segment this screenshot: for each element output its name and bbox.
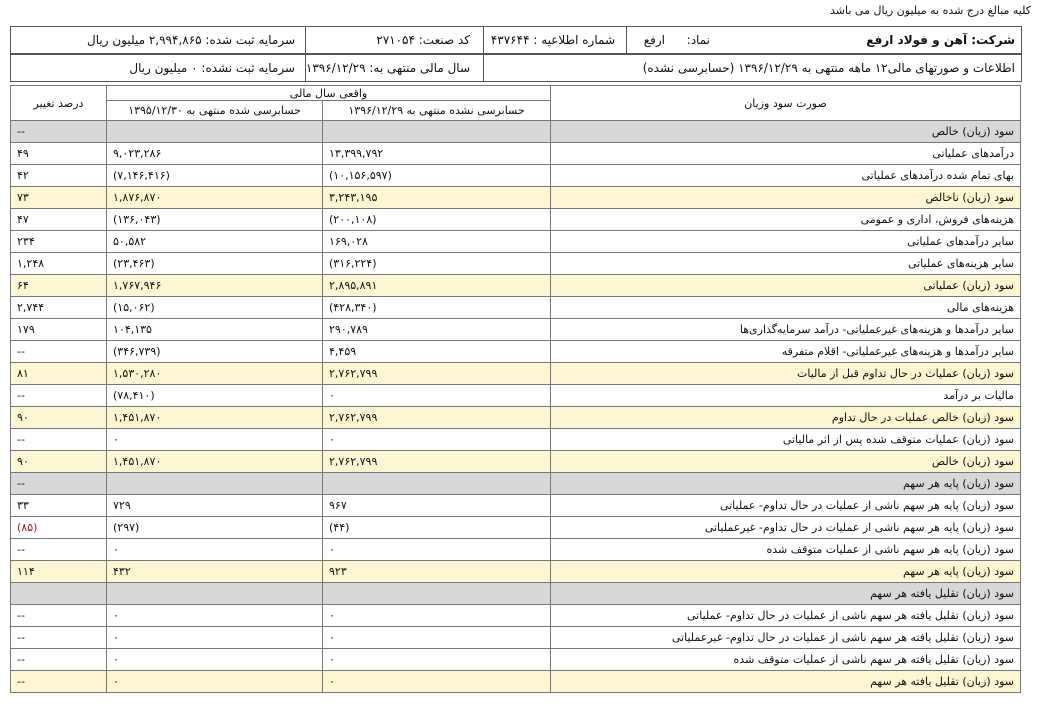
- header-row-2: [10, 54, 1022, 82]
- row-label: سود (زیان) تقلیل یافته هر سهم ناشی از عملیات در حال تداوم- عملیاتی: [551, 605, 1021, 627]
- table-row: [11, 209, 1021, 231]
- row-prior-value: ۵۰,۵۸۲: [107, 231, 323, 253]
- row-change-percent: (۸۵): [11, 517, 107, 539]
- row-current-value: ۰: [323, 605, 551, 627]
- col-change: درصد تغییر: [11, 86, 107, 121]
- symbol-label: نماد:: [686, 33, 710, 47]
- table-row: [11, 561, 1021, 583]
- row-label: سایر هزینه‌های عملیاتی: [551, 253, 1021, 275]
- row-current-value: ۰: [323, 627, 551, 649]
- table-row: [11, 231, 1021, 253]
- row-change-percent: --: [11, 429, 107, 451]
- row-prior-value: [107, 121, 323, 143]
- row-label: سود (زیان) عملیات در حال تداوم قبل از مالیات: [551, 363, 1021, 385]
- row-current-value: ۰: [323, 539, 551, 561]
- row-current-value: (۳۱۶,۲۲۴): [323, 253, 551, 275]
- row-prior-value: ۰: [107, 539, 323, 561]
- row-prior-value: ۱,۴۵۱,۸۷۰: [107, 407, 323, 429]
- row-prior-value: (۳۴۶,۷۳۹): [107, 341, 323, 363]
- table-row: [11, 319, 1021, 341]
- table-row: [11, 407, 1021, 429]
- row-label: مالیات بر درآمد: [551, 385, 1021, 407]
- row-prior-value: ۷۲۹: [107, 495, 323, 517]
- row-prior-value: (۲۳,۴۶۳): [107, 253, 323, 275]
- table-row: [11, 517, 1021, 539]
- table-row: [11, 649, 1021, 671]
- row-current-value: ۲,۷۶۲,۷۹۹: [323, 363, 551, 385]
- row-change-percent: --: [11, 121, 107, 143]
- row-current-value: ۲۹۰,۷۸۹: [323, 319, 551, 341]
- table-row: [11, 253, 1021, 275]
- row-change-percent: ۹۰: [11, 407, 107, 429]
- row-current-value: ۰: [323, 671, 551, 693]
- row-current-value: (۲۰۰,۱۰۸): [323, 209, 551, 231]
- row-change-percent: --: [11, 605, 107, 627]
- row-label: سود (زیان) ناخالص: [551, 187, 1021, 209]
- row-change-percent: ۴۹: [11, 143, 107, 165]
- row-label: سود (زیان) پایه هر سهم ناشی از عملیات در حال تداوم- غیرعملیاتی: [551, 517, 1021, 539]
- row-prior-value: ۰: [107, 429, 323, 451]
- row-current-value: ۲,۷۶۲,۷۹۹: [323, 407, 551, 429]
- table-row: [11, 473, 1021, 495]
- registered-capital: سرمایه ثبت شده: ۲,۹۹۴,۸۶۵ میلیون ریال: [87, 33, 295, 47]
- row-label: سود (زیان) پایه هر سهم: [551, 561, 1021, 583]
- row-change-percent: --: [11, 341, 107, 363]
- group-title: واقعی سال مالی: [107, 86, 551, 101]
- row-change-percent: --: [11, 671, 107, 693]
- row-current-value: ۱۳,۳۹۹,۷۹۲: [323, 143, 551, 165]
- row-prior-value: ۱,۷۶۷,۹۴۶: [107, 275, 323, 297]
- row-change-percent: [11, 583, 107, 605]
- row-label: بهای تمام شده درآمدهای عملیاتی: [551, 165, 1021, 187]
- table-row: [11, 671, 1021, 693]
- row-label: سود (زیان) پایه هر سهم ناشی از عملیات متوقف شده: [551, 539, 1021, 561]
- row-current-value: [323, 583, 551, 605]
- row-current-value: (۴۴): [323, 517, 551, 539]
- table-row: [11, 429, 1021, 451]
- row-prior-value: (۱۳۶,۰۴۳): [107, 209, 323, 231]
- row-change-percent: ۱۱۴: [11, 561, 107, 583]
- row-current-value: ۰: [323, 649, 551, 671]
- row-label: سایر درآمدها و هزینه‌های غیرعملیاتی- اقلام متفرقه: [551, 341, 1021, 363]
- table-row: [11, 275, 1021, 297]
- row-prior-value: (۷۸,۴۱۰): [107, 385, 323, 407]
- header-row-1: [10, 26, 1022, 54]
- row-current-value: ۲,۷۶۲,۷۹۹: [323, 451, 551, 473]
- row-label: درآمدهای عملیاتی: [551, 143, 1021, 165]
- row-prior-value: ۱,۵۳۰,۲۸۰: [107, 363, 323, 385]
- row-change-percent: ۳۳: [11, 495, 107, 517]
- row-change-percent: ۱۷۹: [11, 319, 107, 341]
- row-change-percent: --: [11, 539, 107, 561]
- table-row: [11, 605, 1021, 627]
- row-change-percent: ۷۳: [11, 187, 107, 209]
- row-prior-value: [107, 473, 323, 495]
- industry-code: کد صنعت: ۲۷۱۰۵۴: [376, 33, 470, 47]
- table-row: [11, 539, 1021, 561]
- table-row: [11, 385, 1021, 407]
- row-change-percent: ۸۱: [11, 363, 107, 385]
- table-row: [11, 143, 1021, 165]
- row-label: سود (زیان) عملیاتی: [551, 275, 1021, 297]
- row-label: سایر درآمدها و هزینه‌های غیرعملیاتی- درآمد سرمایه‌گذاری‌ها: [551, 319, 1021, 341]
- row-label: سود (زیان) پایه هر سهم: [551, 473, 1021, 495]
- row-change-percent: ۱,۲۴۸: [11, 253, 107, 275]
- row-change-percent: --: [11, 385, 107, 407]
- row-prior-value: ۱۰۴,۱۳۵: [107, 319, 323, 341]
- row-prior-value: [107, 583, 323, 605]
- table-row: [11, 495, 1021, 517]
- row-prior-value: (۲۹۷): [107, 517, 323, 539]
- row-current-value: [323, 473, 551, 495]
- company-name: شرکت: آهن و فولاد ارفع: [866, 33, 1015, 47]
- row-label: سود (زیان) تقلیل یافته هر سهم ناشی از عملیات متوقف شده: [551, 649, 1021, 671]
- row-change-percent: ۴۷: [11, 209, 107, 231]
- row-change-percent: --: [11, 473, 107, 495]
- unregistered-capital: سرمایه ثبت نشده: ۰ میلیون ریال: [129, 61, 295, 75]
- row-current-value: ۱۶۹,۰۲۸: [323, 231, 551, 253]
- table-row: [11, 121, 1021, 143]
- row-label: سود (زیان) خالص: [551, 121, 1021, 143]
- row-current-value: (۴۲۸,۳۴۰): [323, 297, 551, 319]
- income-statement-table: [10, 85, 1021, 693]
- table-row: [11, 165, 1021, 187]
- row-label: سود (زیان) تقلیل یافته هر سهم: [551, 671, 1021, 693]
- row-label: سود (زیان) پایه هر سهم ناشی از عملیات در حال تداوم- عملیاتی: [551, 495, 1021, 517]
- row-prior-value: (۷,۱۴۶,۴۱۶): [107, 165, 323, 187]
- row-current-value: ۰: [323, 429, 551, 451]
- row-current-value: ۳,۲۴۳,۱۹۵: [323, 187, 551, 209]
- row-prior-value: (۱۵,۰۶۲): [107, 297, 323, 319]
- notice-number: شماره اطلاعیه : ۴۳۷۶۴۴: [490, 33, 615, 47]
- row-current-value: ۹۶۷: [323, 495, 551, 517]
- col-current: حسابرسی نشده منتهی به ۱۳۹۶/۱۲/۲۹: [323, 101, 551, 121]
- row-prior-value: ۰: [107, 649, 323, 671]
- report-title: اطلاعات و صورتهای مالی۱۲ ماهه منتهی به ۱۳۹۶/۱۲/۲۹ (حسابرسی نشده): [642, 61, 1015, 75]
- row-label: سود (زیان) عملیات متوقف شده پس از اثر مالیاتی: [551, 429, 1021, 451]
- row-prior-value: ۹,۰۲۳,۲۸۶: [107, 143, 323, 165]
- table-row: [11, 627, 1021, 649]
- row-current-value: ۲,۸۹۵,۸۹۱: [323, 275, 551, 297]
- table-row: [11, 341, 1021, 363]
- table-row: [11, 583, 1021, 605]
- row-change-percent: ۹۰: [11, 451, 107, 473]
- row-prior-value: ۱,۸۷۶,۸۷۰: [107, 187, 323, 209]
- row-change-percent: ۴۲: [11, 165, 107, 187]
- row-prior-value: ۰: [107, 605, 323, 627]
- row-change-percent: ۲۳۴: [11, 231, 107, 253]
- row-label: سایر درآمدهای عملیاتی: [551, 231, 1021, 253]
- row-prior-value: ۰: [107, 671, 323, 693]
- row-label: سود (زیان) خالص: [551, 451, 1021, 473]
- row-prior-value: ۴۳۲: [107, 561, 323, 583]
- table-row: [11, 187, 1021, 209]
- row-label: هزینه‌های فروش، اداری و عمومی: [551, 209, 1021, 231]
- row-change-percent: --: [11, 649, 107, 671]
- row-prior-value: ۱,۴۵۱,۸۷۰: [107, 451, 323, 473]
- table-row: [11, 451, 1021, 473]
- row-current-value: [323, 121, 551, 143]
- row-prior-value: ۰: [107, 627, 323, 649]
- row-label: سود (زیان) خالص عملیات در حال تداوم: [551, 407, 1021, 429]
- row-change-percent: --: [11, 627, 107, 649]
- table-row: [11, 297, 1021, 319]
- col-prior: حسابرسی شده منتهی به ۱۳۹۵/۱۲/۳۰: [107, 101, 323, 121]
- row-current-value: (۱۰,۱۵۶,۵۹۷): [323, 165, 551, 187]
- row-current-value: ۴,۴۵۹: [323, 341, 551, 363]
- row-current-value: ۰: [323, 385, 551, 407]
- row-change-percent: ۶۴: [11, 275, 107, 297]
- row-current-value: ۹۲۳: [323, 561, 551, 583]
- table-row: [11, 363, 1021, 385]
- row-label: هزینه‌های مالی: [551, 297, 1021, 319]
- symbol-value: ارفع: [643, 33, 665, 47]
- col-title: صورت سود وزیان: [551, 86, 1021, 121]
- row-label: سود (زیان) تقلیل یافته هر سهم ناشی از عملیات در حال تداوم- غیرعملیاتی: [551, 627, 1021, 649]
- row-change-percent: ۲,۷۴۴: [11, 297, 107, 319]
- amounts-unit-note: کلیه مبالغ درج شده به میلیون ریال می باشد: [830, 4, 1031, 17]
- fiscal-year: سال مالی منتهی به: ۱۳۹۶/۱۲/۲۹: [305, 61, 470, 75]
- row-label: سود (زیان) تقلیل یافته هر سهم: [551, 583, 1021, 605]
